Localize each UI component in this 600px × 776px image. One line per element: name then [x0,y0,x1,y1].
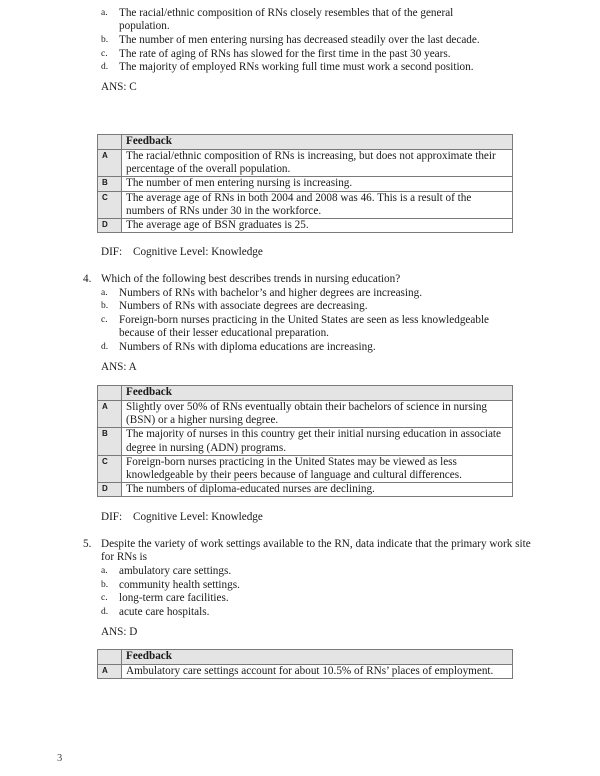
q5-question: Despite the variety of work settings available to the RN, data indicate that the primary work site for RNs is [101,538,531,564]
dif-value: Cognitive Level: Knowledge [133,511,263,523]
feedback-text: The racial/ethnic composition of RNs is increasing, but does not approximate their percentage of the overall population. [122,150,513,177]
feedback-header-blank [98,386,122,401]
feedback-row [98,219,513,233]
feedback-row [98,191,513,218]
q4-option-c [101,314,521,341]
q4-option-d [101,341,521,354]
q3-option-a [101,7,521,34]
q4-number: 4. [83,273,92,285]
q5-number: 5. [83,538,92,550]
option-letter: c. [101,593,108,603]
option-text: ambulatory care settings. [119,565,232,577]
feedback-header-blank [98,650,122,665]
feedback-header-row [98,135,513,150]
feedback-row [98,177,513,191]
page-number: 3 [57,753,63,764]
q4-feedback-table [97,385,513,497]
feedback-letter: D [98,483,122,497]
option-text: Numbers of RNs with associate degrees are decreasing. [119,300,368,312]
feedback-row [98,483,513,497]
option-letter: c. [101,48,108,59]
option-text: The rate of aging of RNs has slowed for the first time in the past 30 years. [119,47,451,60]
option-letter: b. [101,301,109,311]
feedback-text: The average age of RNs in both 2004 and 2008 was 46. This is a result of the numbers of RNs under 30 in the workforce. [122,191,513,218]
feedback-letter: C [98,191,122,218]
feedback-header: Feedback [122,386,513,401]
feedback-text: Slightly over 50% of RNs eventually obtain their bachelors of science in nursing (BSN) or a higher nursing degree. [122,401,513,428]
feedback-row [98,150,513,177]
q5-option-d [101,606,521,619]
q5-option-a [101,565,521,578]
q3-difficulty [101,246,263,259]
q5-option-c [101,592,521,605]
option-text: Numbers of RNs with bachelor’s and higher degrees are increasing. [119,286,423,299]
dif-value: Cognitive Level: Knowledge [133,246,263,258]
dif-label: DIF: [101,246,123,258]
option-letter: d. [101,341,109,352]
q5-option-b [101,579,521,592]
feedback-letter: A [98,150,122,177]
option-text: The number of men entering nursing has decreased steadily over the last decade. [119,34,480,46]
option-letter: a. [101,566,108,576]
q4-answer: ANS: A [101,361,137,373]
option-letter: d. [101,62,109,72]
feedback-letter: B [98,428,122,455]
feedback-letter: A [98,401,122,428]
feedback-letter: C [98,455,122,482]
q3-option-b [101,34,521,47]
feedback-letter: A [98,665,122,679]
option-letter: a. [101,8,108,18]
feedback-row [98,455,513,482]
feedback-text: The majority of nurses in this country get their initial nursing education in associate degree in nursing (ADN) programs. [122,428,513,455]
option-letter: a. [101,287,108,298]
q4-option-a [101,287,521,300]
feedback-row [98,401,513,428]
feedback-header: Feedback [122,650,513,665]
q3-answer: ANS: C [101,81,137,93]
q3-option-d [101,61,521,74]
feedback-letter: D [98,219,122,233]
feedback-header-row [98,386,513,401]
option-text: community health settings. [119,578,240,591]
option-text: The majority of employed RNs working full time must work a second position. [119,61,474,73]
option-text: The racial/ethnic composition of RNs closely resembles that of the general population. [119,7,454,33]
feedback-row [98,665,513,679]
feedback-text: Foreign-born nurses practicing in the United States may be viewed as less knowledgeable by their peers because of language and cultural differences. [122,455,513,482]
q3-feedback-table [97,134,513,233]
feedback-text: Ambulatory care settings account for about 10.5% of RNs’ places of employment. [122,665,513,679]
option-text: long-term care facilities. [119,592,229,604]
q4-question: Which of the following best describes trends in nursing education? [101,273,401,285]
q4-difficulty [101,511,263,524]
q3-option-c [101,48,521,61]
dif-label: DIF: [101,511,123,523]
q4-option-b [101,300,521,313]
option-letter: b. [101,35,109,45]
option-text: Foreign-born nurses practicing in the United States are seen as less knowledgeable because of their lesser educational preparation. [119,313,490,339]
q5-feedback-table [97,649,513,679]
feedback-row [98,428,513,455]
feedback-header: Feedback [122,135,513,150]
q5-answer: ANS: D [101,626,138,638]
option-text: Numbers of RNs with diploma educations are increasing. [119,340,376,353]
feedback-text: The numbers of diploma-educated nurses are declining. [122,483,513,497]
feedback-header-blank [98,135,122,150]
feedback-text: The number of men entering nursing is increasing. [122,177,513,191]
option-text: acute care hospitals. [119,605,210,618]
option-letter: b. [101,579,109,590]
feedback-header-row [98,650,513,665]
feedback-letter: B [98,177,122,191]
option-letter: c. [101,314,108,325]
feedback-text: The average age of BSN graduates is 25. [122,219,513,233]
option-letter: d. [101,606,109,617]
